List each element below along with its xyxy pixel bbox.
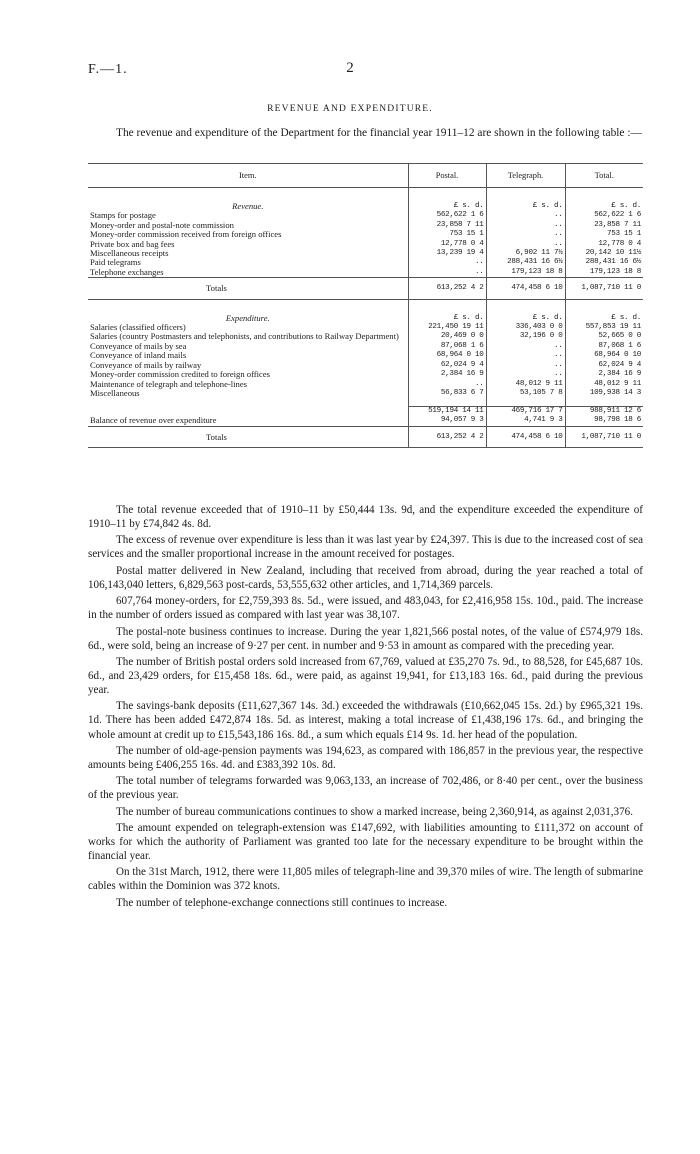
balance-label: Balance of revenue over expenditure [90, 415, 217, 426]
telegraph-value: .. [486, 351, 565, 360]
total-value: 109,938 14 3 [565, 389, 643, 398]
postal-value: 2,384 16 9 [408, 370, 486, 379]
postal-value: 221,450 19 11 [408, 323, 486, 332]
postal-value: 13,239 19 4 [408, 249, 486, 258]
report-body [88, 503, 643, 912]
postal-value: .. [408, 258, 486, 267]
postal-value: 62,024 9 4 [408, 361, 486, 370]
unit-label: £ s. d. [565, 188, 643, 212]
paragraph: The total number of telegrams forwarded was 9,063,133, an increase of 702,486, or 8·40 per cent., over the business of the previous year. [88, 775, 643, 802]
row-label: Stamps for postage [90, 210, 156, 221]
row-label: Salaries (country Postmasters and telephonists, and contributions to Railway Department) [90, 331, 399, 342]
table-row [88, 258, 643, 267]
telegraph-value: .. [486, 342, 565, 351]
telegraph-subtotal: 469,716 17 7 [486, 406, 565, 416]
table-row [88, 240, 643, 249]
total-value: 12,778 0 4 [565, 240, 643, 249]
telegraph-total: 474,458 6 10 [486, 426, 565, 447]
paragraph: The savings-bank deposits (£11,627,367 14s. 3d.) exceeded the withdrawals (£10,662,045 15s. 2d.) by £965,321 19s. 1d. There has been added £472,874 18s. 5d. as interest, making a total increase of £1,438,196 17s. 6d., and bringing the whole amount at credit up to £15,543,186 16s. 8d., a sum which equals £14 9s. 1d. her head of the population. [88, 700, 643, 741]
total-value: 179,123 18 8 [565, 268, 643, 278]
paragraph: The postal-note business continues to increase. During the year 1,821,566 postal notes, of the value of £574,979 18s. 6d., were sold, being an increase of 9·27 per cent. in number and 9·53 in amount as compared with the preceding year. [88, 625, 643, 652]
telegraph-value: .. [486, 370, 565, 379]
row-label: Miscellaneous [90, 387, 140, 398]
unit-label: £ s. d. [486, 299, 565, 323]
total-value: 52,665 0 0 [565, 332, 643, 341]
row-label: Telephone exchanges [90, 266, 164, 277]
total-value: 562,622 1 6 [565, 211, 643, 220]
paragraph: The total revenue exceeded that of 1910–11 by £50,444 13s. 9d, and the expenditure exceeded the expenditure of 1910–11 by £74,842 4s. 8d. [88, 504, 643, 531]
total-subtotal: 988,911 12 6 [565, 406, 643, 416]
postal-subtotal: 519,194 14 11 [408, 406, 486, 416]
table-row [88, 268, 643, 278]
expenditure-heading: Expenditure. [88, 299, 408, 323]
paragraph: The amount expended on telegraph-extension was £147,692, with liabilities amounting to £111,372 on account of works for which the authority of Parliament was granted too late for the necessary expenditure to be brought within the financial year. [88, 821, 643, 863]
row-label: Conveyance of inland mails [90, 350, 187, 361]
postal-value: 87,068 1 6 [408, 342, 486, 351]
page-number: 2 [346, 60, 354, 76]
table-row [88, 380, 643, 389]
row-label: Money-order commission received from foreign offices [90, 229, 282, 240]
telegraph-value: .. [486, 221, 565, 230]
telegraph-balance: 4,741 9 3 [486, 416, 565, 426]
row-label: Maintenance of telegraph and telephone-lines [90, 378, 248, 389]
section-title: REVENUE AND EXPENDITURE. [267, 104, 433, 114]
total-value: 62,024 9 4 [565, 361, 643, 370]
postal-value: .. [408, 380, 486, 389]
table-row [88, 389, 643, 398]
postal-value: 68,964 0 10 [408, 351, 486, 360]
telegraph-value: 48,012 9 11 [486, 380, 565, 389]
postal-value: 23,858 7 11 [408, 221, 486, 230]
paragraph: On the 31st March, 1912, there were 11,805 miles of telegraph-line and 39,370 miles of wire. The length of submarine cables within the Dominion was 372 knots. [88, 866, 643, 893]
total-value: 20,142 10 11½ [565, 249, 643, 258]
total-value: 87,068 1 6 [565, 342, 643, 351]
expenditure-totals-row [88, 426, 643, 447]
telegraph-value: 288,431 16 6½ [486, 258, 565, 267]
row-label: Conveyance of mails by sea [90, 340, 187, 351]
paragraph: The number of British postal orders sold increased from 67,769, valued at £35,270 7s. 9d., to 88,528, for £45,687 10s. 6d., and 23,429 orders, for £15,458 18s. 6d., were paid, as against 19,941, for £13,183 16s. 6d., paid during the previous year. [88, 655, 643, 697]
total-value: 753 15 1 [565, 230, 643, 239]
row-label: Paid telegrams [90, 257, 141, 268]
paragraph: 607,764 money-orders, for £2,759,393 8s. 5d., were issued, and 483,043, for £2,416,958 15s. 10d., paid. The increase in the number of orders issued as compared with last year was 38,107. [88, 595, 643, 622]
total-value: 48,012 9 11 [565, 380, 643, 389]
grand-total: 1,087,710 11 0 [565, 426, 643, 447]
totals-label: Totals [88, 426, 408, 447]
revenue-heading: Revenue. [232, 201, 264, 211]
paragraph: Postal matter delivered in New Zealand, including that received from abroad, during the year reached a total of 106,143,040 letters, 6,829,563 post-cards, 53,555,632 other articles, and 1,714,369 parcels. [88, 564, 643, 591]
paragraph: The number of old-age-pension payments was 194,623, as compared with 186,857 in the previous year, the respective amounts being £406,255 16s. 4d. and £383,392 10s. 8d. [88, 744, 643, 771]
postal-value: 562,622 1 6 [408, 211, 486, 220]
balance-row [88, 416, 643, 426]
telegraph-value: .. [486, 230, 565, 239]
postal-value: .. [408, 268, 486, 278]
row-label: Salaries (classified officers) [90, 322, 186, 333]
telegraph-value: 53,105 7 8 [486, 389, 565, 398]
telegraph-value: 179,123 18 8 [486, 268, 565, 278]
total-value: 2,384 16 9 [565, 370, 643, 379]
row-label: Private box and bag fees [90, 238, 175, 249]
postal-value: 12,778 0 4 [408, 240, 486, 249]
revenue-expenditure-table [88, 163, 643, 448]
postal-balance: 94,057 9 3 [408, 416, 486, 426]
column-header-postal: Postal. [408, 164, 486, 188]
telegraph-value: 32,196 0 0 [486, 332, 565, 341]
paragraph: The number of telephone-exchange connections still continues to increase. [116, 896, 448, 909]
unit-label: £ s. d. [408, 188, 486, 212]
expenditure-section [88, 299, 643, 447]
total-value: 288,431 16 6½ [565, 258, 643, 267]
column-header-item: Item. [88, 164, 408, 188]
document-reference: F.—1. [88, 62, 128, 77]
telegraph-value: .. [486, 211, 565, 220]
total-balance: 98,798 18 6 [565, 416, 643, 426]
unit-label: £ s. d. [408, 299, 486, 323]
paragraph: The excess of revenue over expenditure is less than it was last year by £24,397. This is due to the increased cost of sea services and the smaller proportional increase in the amount received for postages. [88, 534, 643, 561]
row-label: Money-order and postal-note commission [90, 219, 234, 230]
total-value: 23,858 7 11 [565, 221, 643, 230]
column-header-telegraph: Telegraph. [486, 164, 565, 188]
unit-label: £ s. d. [565, 299, 643, 323]
paragraph: The number of bureau communications continues to show a marked increase, being 2,360,914, as against 2,031,376. [116, 805, 633, 818]
grand-total: 1,087,710 11 0 [565, 278, 643, 299]
postal-value: 753 15 1 [408, 230, 486, 239]
row-label: Miscellaneous receipts [90, 248, 169, 259]
telegraph-value: 336,403 0 0 [486, 323, 565, 332]
telegraph-value: 6,902 11 7½ [486, 249, 565, 258]
telegraph-value: .. [486, 361, 565, 370]
column-header-total: Total. [565, 164, 643, 188]
row-label: Money-order commission credited to foreign offices [90, 369, 271, 380]
totals-label: Totals [88, 278, 408, 299]
postal-value: 56,833 6 7 [408, 389, 486, 398]
intro-paragraph: The revenue and expenditure of the Department for the financial year 1911–12 are shown in the following table :— [116, 127, 642, 139]
total-value: 557,853 19 11 [565, 323, 643, 332]
revenue-totals-row [88, 278, 643, 299]
telegraph-value: .. [486, 240, 565, 249]
total-value: 68,964 0 10 [565, 351, 643, 360]
row-label: Conveyance of mails by railway [90, 359, 202, 370]
postal-total: 613,252 4 2 [408, 426, 486, 447]
postal-value: 20,469 0 0 [408, 332, 486, 341]
unit-label: £ s. d. [486, 188, 565, 212]
revenue-section [88, 188, 643, 300]
postal-total: 613,252 4 2 [408, 278, 486, 299]
telegraph-total: 474,458 6 10 [486, 278, 565, 299]
